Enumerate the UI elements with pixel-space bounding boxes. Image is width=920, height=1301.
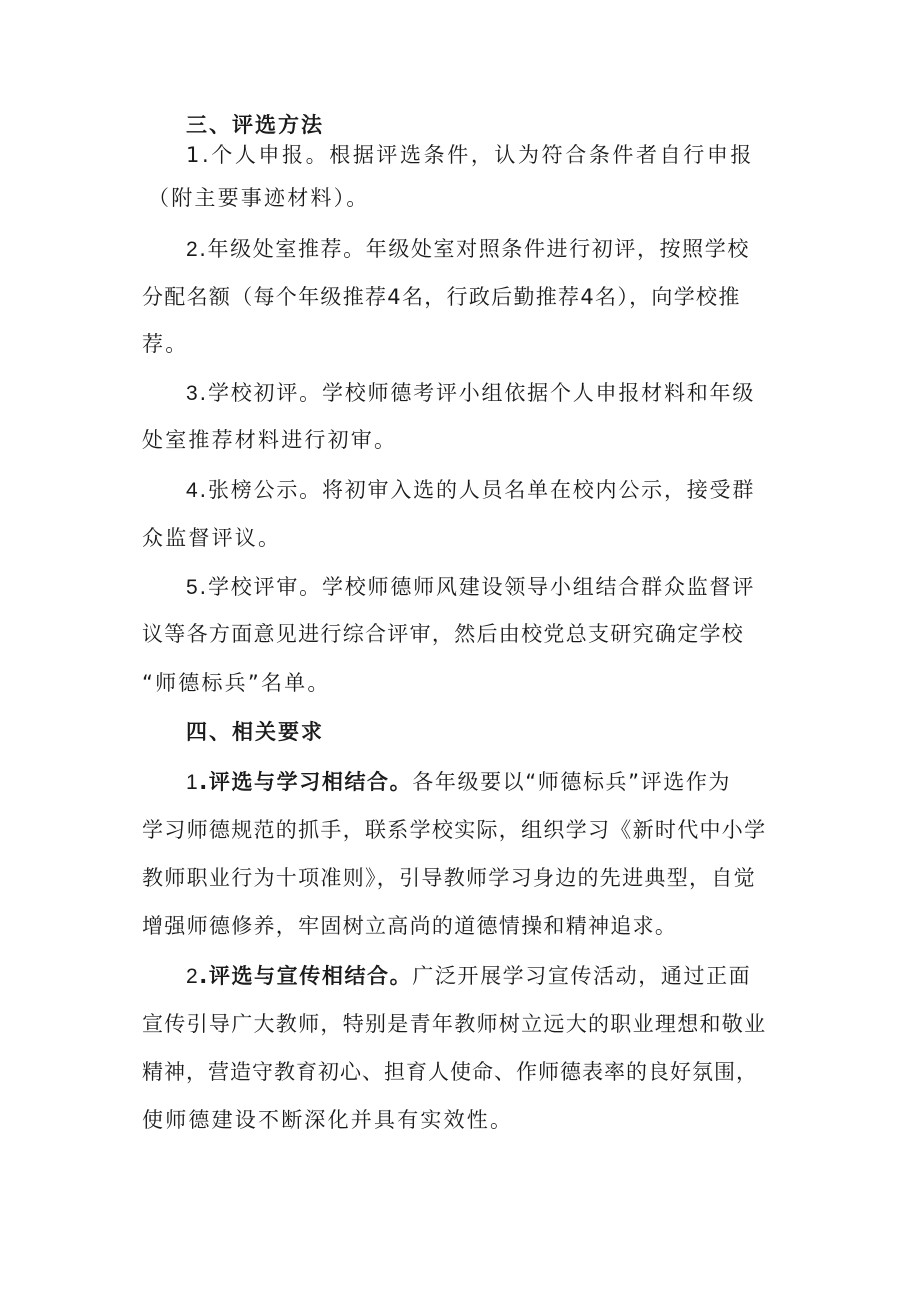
item-3-4-text: .张榜公示。将初审入选的人员名单在校内公示，接受群 [199, 478, 756, 502]
item-3-5-line-2: 议等各方面意见进行综合评审，然后由校党总支研究确定学校 [142, 622, 745, 646]
item-3-4-line-2: 众监督评议。 [142, 526, 282, 550]
item-3-2-text: .年级处室推荐。年级处室对照条件进行初评，按照学校 [199, 237, 750, 261]
item-4-1-number: 1 [186, 771, 200, 794]
item-3-3-number: 3 [186, 382, 200, 405]
section-3-heading: 三、评选方法 [186, 113, 324, 137]
item-4-1-line-3: 教师职业行为十项准则》，引导教师学习身边的先进典型，自觉 [142, 866, 756, 890]
item-4-1-line-4: 增强师德修养，牢固树立高尚的道德情操和精神追求。 [142, 914, 678, 938]
item-3-2-line-3: 荐。 [142, 332, 189, 356]
item-3-2-number: 2 [186, 238, 200, 261]
item-3-4-number: 4 [186, 479, 200, 502]
item-3-2-line-2: 分配名额（每个年级推荐4名，行政后勤推荐4名），向学校推 [142, 285, 741, 309]
item-4-1-line-1 [186, 768, 731, 797]
item-4-2-text: 广泛开展学习宣传活动，通过正面 [412, 964, 752, 988]
item-4-2-line-1 [186, 962, 751, 991]
item-4-2-bold-title: .评选与宣传相结合。 [199, 964, 413, 988]
item-3-4-line-1 [186, 476, 755, 505]
item-3-3-line-2: 处室推荐材料进行初审。 [142, 428, 398, 452]
item-3-2-line-1 [186, 235, 750, 264]
item-3-3-line-1 [186, 379, 755, 408]
item-4-1-bold-title: .评选与学习相结合。 [199, 770, 413, 794]
item-3-1-line-1: 1.个人申报。根据评选条件，认为符合条件者自行申报 [186, 143, 755, 167]
item-4-1-text: 各年级要以“师德标兵”评选作为 [412, 770, 732, 794]
section-4-heading: 四、相关要求 [186, 720, 324, 744]
item-3-3-text: .学校初评。学校师德考评小组依据个人申报材料和年级 [199, 381, 756, 405]
item-4-2-number: 2 [186, 965, 200, 988]
item-4-2-line-4: 使师德建设不断深化并具有实效性。 [142, 1108, 514, 1132]
item-4-1-line-2: 学习师德规范的抓手，联系学校实际，组织学习《新时代中小学 [142, 818, 767, 842]
item-3-5-line-1 [186, 573, 755, 602]
item-4-2-line-2: 宣传引导广大教师，特别是青年教师树立远大的职业理想和敬业 [142, 1012, 767, 1036]
item-4-2-line-3: 精神，营造守教育初心、担育人使命、作师德表率的良好氛围， [142, 1060, 758, 1084]
item-3-5-number: 5 [186, 576, 200, 599]
item-3-5-line-3: “师德标兵”名单。 [142, 671, 331, 695]
item-3-1-line-2: （附主要事迹材料）。 [148, 186, 370, 210]
item-3-5-text: .学校评审。学校师德师风建设领导小组结合群众监督评 [199, 575, 756, 599]
